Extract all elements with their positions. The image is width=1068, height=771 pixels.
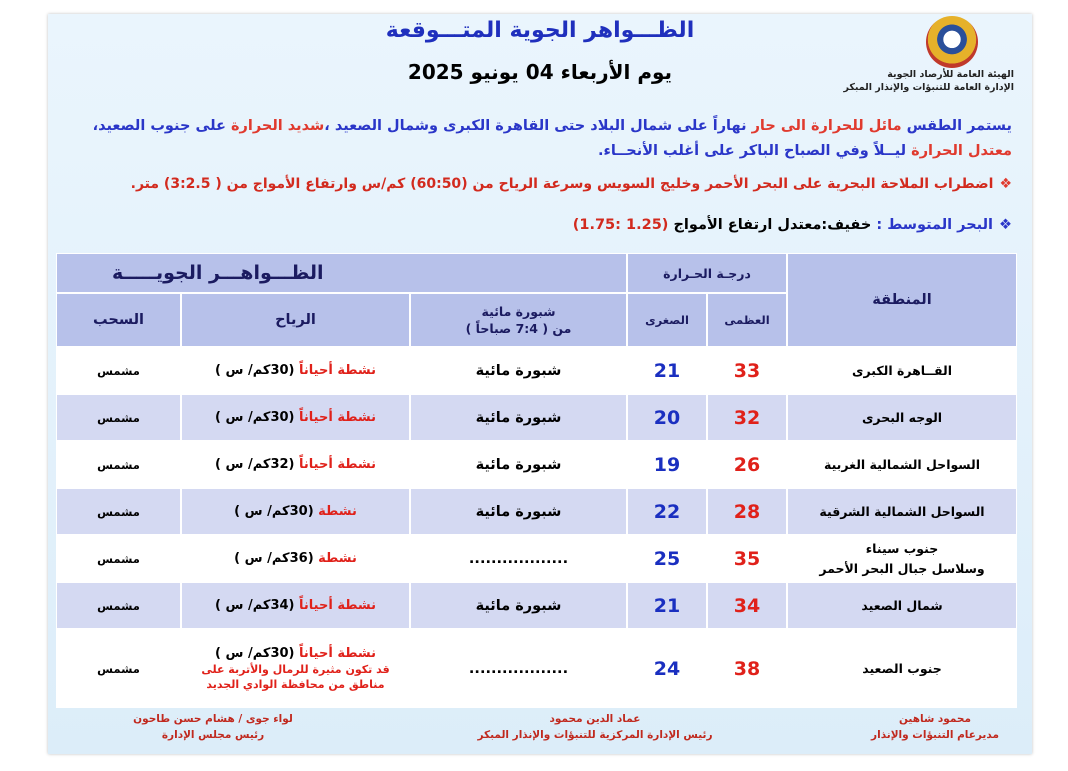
cell-max-temp: 28 [707, 488, 787, 535]
header-clouds: السحب [56, 293, 181, 347]
cell-region: القــاهرة الكبرى [787, 347, 1017, 394]
cell-max-temp: 34 [707, 582, 787, 629]
cell-clouds: مشمس [56, 582, 181, 629]
cell-min-temp: 24 [627, 629, 707, 708]
marine-warning: ❖اضطراب الملاحة البحرية على البحر الأحمر وخليج السويس وسرعة الرياح من (60:50) كم/س وارتفاع الأمواج من ( 3:2.5) متر. [130, 176, 1012, 192]
cell-region: السواحل الشمالية الشرقية [787, 488, 1017, 535]
cell-wind: نشطة أحياناً (30كم/ س ) [181, 347, 410, 394]
cell-min-temp: 21 [627, 347, 707, 394]
cell-fog: .................. [410, 535, 627, 582]
cell-wind: نشطة أحياناً (32كم/ س ) [181, 441, 410, 488]
cell-fog: .................. [410, 629, 627, 708]
cell-wind: نشطة أحياناً (30كم/ س ) [181, 394, 410, 441]
header-wind: الرياح [181, 293, 410, 347]
forecast-table [56, 253, 1017, 708]
cell-region: جنوب سيناء وسلاسل جبال البحر الأحمر [787, 535, 1017, 582]
cell-min-temp: 19 [627, 441, 707, 488]
cell-max-temp: 32 [707, 394, 787, 441]
cell-wind: نشطة أحياناً (30كم/ س ) قد تكون مثيرة للرمال والأتربة على مناطق من محافظة الوادي الجديد [181, 629, 410, 708]
cell-clouds: مشمس [56, 488, 181, 535]
organization-name: الهيئة العامة للأرصاد الجوية الإدارة العامة للتنبؤات والإنذار المبكر [843, 69, 1014, 93]
forecast-date: يوم الأربعاء 04 يونيو 2025 [407, 60, 673, 84]
cell-max-temp: 33 [707, 347, 787, 394]
cell-wind: نشطة (36كم/ س ) [181, 535, 410, 582]
cell-fog: شبورة مائية [410, 582, 627, 629]
cell-max-temp: 26 [707, 441, 787, 488]
signature-central-director: عماد الدين محمود رئيس الإدارة المركزية للتنبؤات والإنذار المبكر [477, 713, 713, 741]
header-max: العظمى [707, 293, 787, 347]
header-temperature: درجـة الحـرارة [627, 253, 787, 293]
diamond-bullet-icon: ❖ [999, 217, 1012, 233]
signature-chairman: لواء جوى / هشام حسن طاحون رئيس مجلس الإدارة [133, 713, 293, 741]
mediterranean-sea-state: ❖البحر المتوسط : خفيف:معتدل ارتفاع الأمواج (1.25 :1.75) [572, 217, 1012, 233]
cell-region: السواحل الشمالية الغربية [787, 441, 1017, 488]
cell-fog: شبورة مائية [410, 394, 627, 441]
cell-fog: شبورة مائية [410, 488, 627, 535]
cell-min-temp: 25 [627, 535, 707, 582]
cell-region: الوجه البحرى [787, 394, 1017, 441]
header-fog: شبورة مائية من ( 7:4 صباحاً ) [410, 293, 627, 347]
weather-summary: يستمر الطقس مائل للحرارة الى حار نهاراً على شمال البلاد حتى القاهرة الكبرى وشمال الصعيد ،شديد الحرارة على جنوب الصعيد، معتدل الحرارة ليــلاً وفي الصباح الباكر على أغلب الأنحــاء. [92, 118, 1012, 159]
cell-max-temp: 38 [707, 629, 787, 708]
header-region: المنطقة [787, 253, 1017, 347]
cell-max-temp: 35 [707, 535, 787, 582]
cell-clouds: مشمس [56, 629, 181, 708]
cell-clouds: مشمس [56, 394, 181, 441]
cell-clouds: مشمس [56, 347, 181, 394]
header-phenomena: الظـــواهـــر الجويـــــة [56, 253, 627, 293]
cell-region: جنوب الصعيد [787, 629, 1017, 708]
cell-clouds: مشمس [56, 535, 181, 582]
cell-fog: شبورة مائية [410, 347, 627, 394]
cell-wind: نشطة (30كم/ س ) [181, 488, 410, 535]
cell-wind: نشطة أحياناً (34كم/ س ) [181, 582, 410, 629]
cell-clouds: مشمس [56, 441, 181, 488]
cell-fog: شبورة مائية [410, 441, 627, 488]
diamond-bullet-icon: ❖ [999, 176, 1012, 192]
signature-general-manager: محمود شاهين مديرعام التنبؤات والإنذار [871, 713, 999, 741]
cell-min-temp: 20 [627, 394, 707, 441]
header-min: الصغرى [627, 293, 707, 347]
cell-min-temp: 21 [627, 582, 707, 629]
cell-region: شمال الصعيد [787, 582, 1017, 629]
cell-min-temp: 22 [627, 488, 707, 535]
page-title: الظـــواهر الجوية المتـــوقعة [385, 18, 695, 43]
